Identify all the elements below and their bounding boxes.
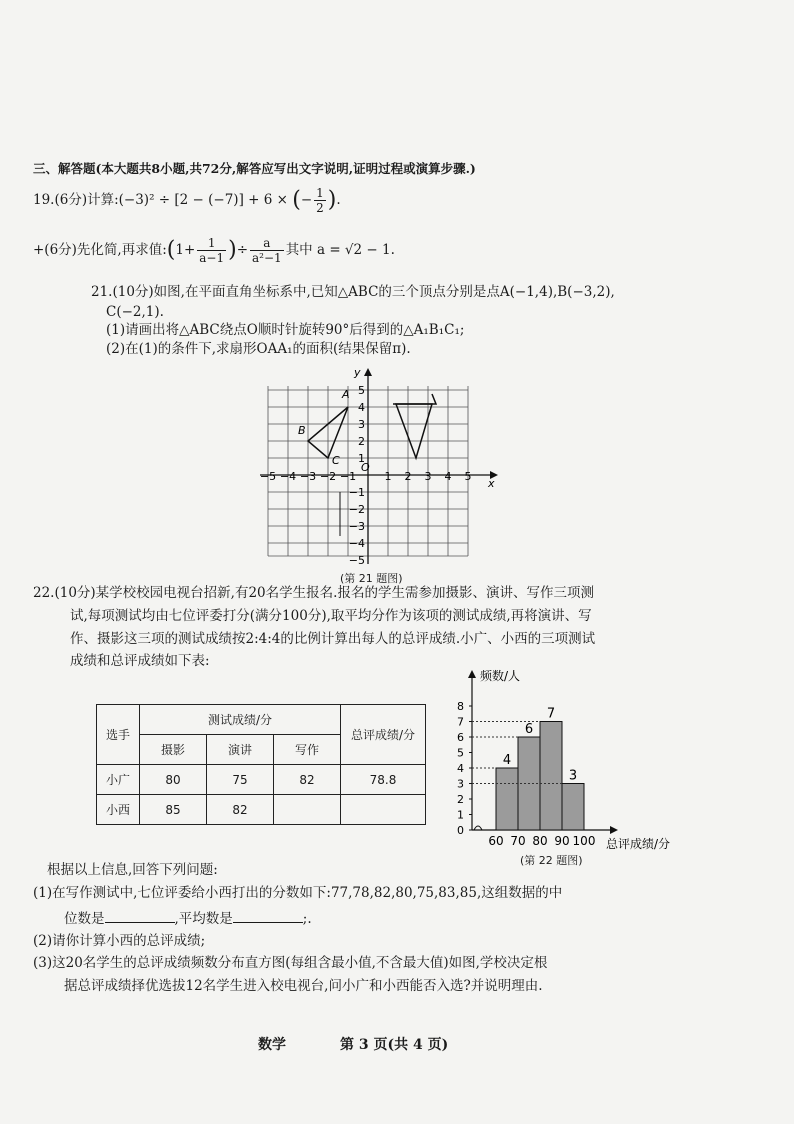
y-tick: −3 <box>348 520 365 533</box>
histogram-bar <box>562 784 584 831</box>
q20-f1-num: 1 <box>197 236 226 251</box>
q22-p3-line-a: (3)这20名学生的总评成绩频数分布直方图(每组含最小值,不含最大值)如图,学校决定根 <box>33 955 548 971</box>
cell-name: 小西 <box>97 795 140 825</box>
q20-f2-num: a <box>250 236 284 251</box>
score-table <box>96 704 426 825</box>
cell-total: 78.8 <box>341 765 426 795</box>
y-tick-label: 4 <box>457 762 464 775</box>
x-tick: 2 <box>404 470 412 483</box>
y-tick-label: 6 <box>457 731 464 744</box>
origin-label: O <box>361 461 370 474</box>
q20-prefix: +(6分)先化简,再求值: <box>33 242 167 258</box>
y-tick: 1 <box>358 452 365 465</box>
q22-p2: (2)请你计算小西的总评成绩; <box>33 933 206 949</box>
y-tick: −1 <box>348 486 365 499</box>
x-tick-label: 80 <box>532 834 548 848</box>
cell-writing: 82 <box>274 765 341 795</box>
y-tick-label: 0 <box>457 824 464 837</box>
y-tick: 3 <box>358 418 365 431</box>
q20-suffix: 其中 a = √2 − 1. <box>285 242 395 258</box>
median-blank <box>105 908 175 923</box>
coordinate-grid <box>258 366 508 570</box>
footer-subject: 数学 <box>258 1037 286 1053</box>
y-tick: −2 <box>348 503 365 516</box>
y-tick: −5 <box>348 554 365 567</box>
cell-total <box>341 795 426 825</box>
q19-end: . <box>336 192 341 208</box>
q21-line-4: (2)在(1)的条件下,求扇形OAA₁的面积(结果保留π). <box>106 341 411 357</box>
footer-page: 第 3 页(共 4 页) <box>340 1037 449 1053</box>
y-tick-label: 3 <box>457 777 464 791</box>
header-speech: 演讲 <box>207 735 274 765</box>
cell-speech: 75 <box>207 765 274 795</box>
q22-p1-median: 位数是 <box>64 911 105 927</box>
x-tick-label: 90 <box>554 834 570 848</box>
histogram-bar <box>540 722 562 831</box>
x-tick: −4 <box>279 470 297 483</box>
q21-line-1: 21.(10分)如图,在平面直角坐标系中,已知△ABC的三个顶点分别是点A(−1,4),B(−3,2), <box>91 284 615 300</box>
y-axis-label: y <box>354 366 361 379</box>
x-tick: 5 <box>464 470 472 483</box>
question-19: 19.(6分)计算:(−3)² ÷ [2 − (−7)] + 6 × (− $\frac{1}{2}$ ). <box>33 186 341 215</box>
x-tick: 1 <box>384 470 392 483</box>
section-header: 三、解答题(本大题共8小题,共72分,解答应写出文字说明,证明过程或演算步骤.) <box>33 161 476 176</box>
x-axis-arrow <box>610 826 618 834</box>
q22-after: 根据以上信息,回答下列问题: <box>47 862 218 878</box>
figure-21-caption: (第 21 题图) <box>340 572 403 585</box>
point-a-label: A <box>342 388 350 401</box>
point-b-label: B <box>298 424 306 437</box>
table-row <box>97 795 426 825</box>
y-tick: 5 <box>358 384 365 397</box>
y-tick-label: 8 <box>457 700 464 713</box>
x-tick: −1 <box>339 470 357 483</box>
y-tick: 4 <box>358 401 365 414</box>
histogram-bar <box>496 768 518 830</box>
cell-speech: 82 <box>207 795 274 825</box>
header-total: 总评成绩/分 <box>341 705 426 765</box>
table-row <box>97 765 426 795</box>
q22-p1-line-a: (1)在写作测试中,七位评委给小西打出的分数如下:77,78,82,80,75,83,85,这组数据的中 <box>33 885 563 901</box>
y-tick: 2 <box>358 435 365 448</box>
x-tick: 4 <box>444 470 452 483</box>
mean-blank <box>233 908 303 923</box>
q19-neg: − <box>300 192 313 208</box>
y-tick-label: 2 <box>457 793 464 806</box>
sketch-top <box>393 394 436 404</box>
y-axis-title: 频数/人 <box>480 669 521 683</box>
x-tick-label: 60 <box>488 834 504 848</box>
header-tests: 测试成绩/分 <box>140 705 341 735</box>
figure-22-caption: (第 22 题图) <box>520 854 583 867</box>
bar-value-label: 7 <box>546 706 556 722</box>
cell-writing <box>274 795 341 825</box>
x-tick: 3 <box>424 470 432 483</box>
cell-photo: 85 <box>140 795 207 825</box>
q22-line-1: 22.(10分)某学校校园电视台招新,有20名学生报名.报名的学生需参加摄影、演讲、写作三项测 <box>33 585 594 601</box>
x-tick: −3 <box>299 470 317 483</box>
y-axis-arrow <box>468 670 476 678</box>
x-axis-label: x <box>488 477 495 490</box>
header-writing: 写作 <box>274 735 341 765</box>
y-tick-label: 7 <box>457 715 464 729</box>
q20-div: ÷ <box>236 242 249 258</box>
q19-frac-num: 1 <box>316 186 324 200</box>
q22-p3-line-b: 据总评成绩择优选拔12名学生进入校电视台,问小广和小西能否入选?并说明理由. <box>64 978 543 994</box>
bar-value-label: 4 <box>502 753 512 768</box>
question-20: +(6分)先化简,再求值:(1+ $\frac{1}{a-1}$ )÷ $\frac{a}{\text{a²−1}}$ 其中 a = √2 − 1. <box>33 236 395 265</box>
point-c-label: C <box>332 454 340 467</box>
q20-f1-den: a−1 <box>199 251 225 265</box>
q20-one-plus: 1+ <box>175 242 196 258</box>
q22-line-4: 成绩和总评成绩如下表: <box>70 653 210 669</box>
q22-p1-mean: ,平均数是 <box>174 911 233 927</box>
y-axis-arrow <box>364 368 372 376</box>
y-tick: −4 <box>348 537 365 550</box>
triangle-sketch <box>396 404 432 458</box>
q20-f2-den: a²−1 <box>252 251 282 265</box>
header-photo: 摄影 <box>140 735 207 765</box>
q19-prefix: 19.(6分)计算: <box>33 192 119 208</box>
q22-p1-line-b <box>64 908 312 928</box>
x-axis-title: 总评成绩/分 <box>606 837 671 851</box>
q22-line-2: 试,每项测试均由七位评委打分(满分100分),取平均分作为该项的测试成绩,再将演讲、写 <box>70 608 592 624</box>
header-player: 选手 <box>97 705 140 765</box>
cell-photo: 80 <box>140 765 207 795</box>
x-tick: −2 <box>319 470 337 483</box>
histogram <box>452 668 702 852</box>
x-tick-label: 70 <box>510 834 526 848</box>
q21-line-2: C(−2,1). <box>106 304 164 320</box>
q19-frac-den: 2 <box>316 201 324 215</box>
x-tick: −5 <box>259 470 277 483</box>
cell-name: 小广 <box>97 765 140 795</box>
bar-value-label: 3 <box>568 768 578 784</box>
y-tick-label: 1 <box>457 808 464 822</box>
q21-line-3: (1)请画出将△ABC绕点O顺时针旋转90°后得到的△A₁B₁C₁; <box>106 322 465 338</box>
x-tick-label: 100 <box>572 834 596 848</box>
q22-p1-end: ;. <box>302 911 312 927</box>
q19-expr: (−3)² ÷ [2 − (−7)] + 6 × <box>118 192 293 208</box>
y-tick-label: 5 <box>457 746 464 760</box>
bar-value-label: 6 <box>524 722 534 737</box>
q22-line-3: 作、摄影这三项的测试成绩按2:4:4的比例计算出每人的总评成绩.小广、小西的三项测试 <box>70 631 596 647</box>
